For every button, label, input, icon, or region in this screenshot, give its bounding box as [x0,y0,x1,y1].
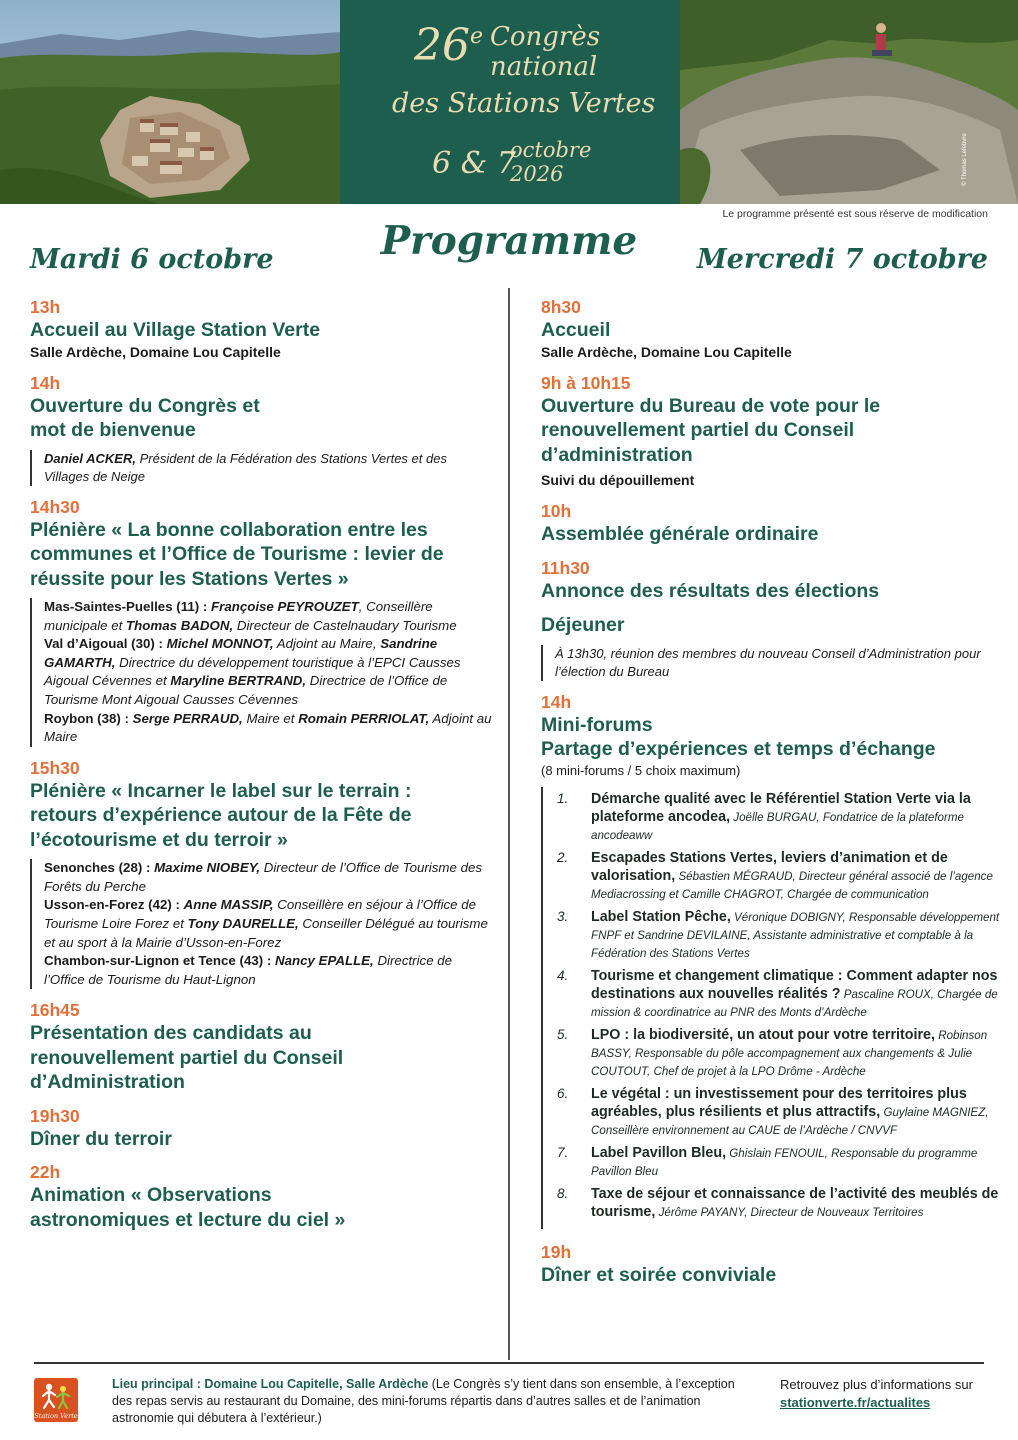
day1-heading: Mardi 6 octobre [30,244,274,275]
website-link[interactable]: stationverte.fr/actualites [780,1395,931,1410]
figures-icon [39,1382,73,1410]
dates-month: octobre [510,138,592,162]
schedule-item [541,1241,1001,1288]
miniforum-title: Label Pavillon Bleu, [591,1144,727,1161]
miniforums-list [541,787,1001,1229]
day1-schedule [30,296,492,1242]
list-item [557,967,1001,1021]
station-verte-logo [34,1378,78,1422]
schedule-item [30,496,492,747]
speaker-quote [30,450,492,486]
speakers-list [30,859,492,989]
speaker-role: Directrice de l’Office de Tourisme Mont Aigoual Causses Cévennes [44,673,448,707]
speaker-role: Adjoint au Maire [44,710,492,745]
item-time: 8h30 [541,297,581,317]
speaker-entry [44,896,492,952]
miniforum-speakers: Jérôme PAYANY, Directeur de Nouveaux Territoires [655,1205,924,1219]
miniforum-title: LPO : la biodiversité, un atout pour votre territoire, [591,1026,935,1043]
speaker-name: Maryline BERTRAND, [170,673,307,689]
item-title: Accueil [541,319,611,341]
schedule-item [541,691,1001,1229]
speaker-name: Maxime NIOBEY, [154,860,261,876]
title-line-1: Congrès [490,22,601,52]
speaker-name: Thomas BADON, [126,617,234,633]
speaker-name: Daniel ACKER, [44,450,136,466]
speaker-name: Tony DAURELLE, [187,916,299,932]
item-title: Ouverture du Congrès et mot de bienvenue [30,394,260,441]
miniforum-title: Tourisme et changement climatique : Comment adapter nos destinations aux nouvelles réalités ? [591,967,998,1002]
header-banner [0,0,1018,204]
miniforum-speakers: Joëlle BURGAU, Fondatrice de la plateforme ancodeaww [591,810,964,842]
schedule-item [30,757,492,990]
speaker-entry [44,598,492,635]
speaker-name: Michel MONNOT, [166,636,274,652]
village-landscape-photo [0,0,340,204]
venue-details: (Le Congrès s’y tient dans son ensemble, à l’exception des repas servis au restaurant du Domaine, des mini-forums répartis dans d’autres salles et de l’animation astronomie qui débutera à l’extérieur.) [112,1377,735,1425]
item-title: Plénière « La bonne collaboration entre les communes et l’Office de Tourisme : levier de réussite pour les Stations Vertes » [30,518,444,590]
item-location: Salle Ardèche, Domaine Lou Capitelle [541,343,792,360]
item-number: 6. [557,1085,569,1101]
item-number: 1. [557,790,569,806]
item-time: 11h30 [541,557,590,578]
schedule-item [30,999,492,1095]
item-time: 9h à 10h15 [541,372,631,393]
schedule-item [541,372,1001,491]
item-time: 14h30 [30,496,80,517]
speaker-place: Chambon-sur-Lignon et Tence (43) : [44,953,275,969]
item-title: Annonce des résultats des élections [541,579,880,602]
miniforum-title: Label Station Pêche, [591,908,731,925]
item-time: 10h [541,501,572,521]
speaker-name: Nancy EPALLE, [274,953,374,969]
item-number: 5. [557,1026,569,1042]
item-title: Accueil au Village Station Verte [30,319,321,341]
item-time: 22h [30,1162,61,1183]
schedule-item [30,1105,492,1152]
item-time: 15h30 [30,757,80,778]
more-info-text: Retrouvez plus d’informations sur [780,1377,973,1392]
miniforum-title: Taxe de séjour et connaissance de l’activité des meublés de tourisme, [591,1185,999,1220]
item-title: Ouverture du Bureau de vote pour le renouvellement partiel du Conseil d’administration [541,394,881,466]
logo-text: Station Verte [34,1412,78,1420]
item-title: Mini-forums [541,713,653,736]
item-time: 16h45 [30,1000,80,1021]
miniforum-speakers: Guylaine MAGNIEZ, Conseillère environnement au CAUE de l’Ardèche / CNVVF [591,1105,989,1137]
disclaimer-note: Le programme présenté est sous réserve de modification [722,208,988,220]
list-item [557,1144,1001,1180]
miniforum-speakers: Sébastien MÉGRAUD, Directeur général associé de l’agence Mediacrossing et Camille CHAGROT, Chargée de communication [591,869,993,901]
list-item [557,1026,1001,1080]
day2-schedule [541,296,1001,1297]
speaker-role: , Conseillère municipale et [44,599,433,633]
miniforum-speakers: Ghislain FENOUIL, Responsable du programme Pavillon Bleu [591,1146,978,1178]
item-title: Animation « Observations astronomiques et lecture du ciel » [30,1184,346,1231]
schedule-item [30,296,492,362]
edition-number: 26e [414,20,484,71]
speaker-name: Anne MASSIP, [183,897,274,913]
item-number: 7. [557,1144,569,1160]
speaker-name: Serge PERRAUD, [132,710,243,726]
speaker-role: Directeur de l’Office de Tourisme des Forêts du Perche [44,860,483,894]
schedule-item [541,613,1001,681]
miniforum-title: Escapades Stations Vertes, leviers d’animation et de valorisation, [591,849,948,884]
item-location: Salle Ardèche, Domaine Lou Capitelle [30,343,281,360]
speaker-role: Conseiller Délégué au tourisme et au sport à la Mairie d’Usson-en-Forez [44,916,488,950]
item-note: Suivi du dépouillement [541,472,695,488]
miniforum-speakers: Robinson BASSY, Responsable du pôle accompagnement aux changements & Julie COUTOUT, Chef de projet à la LPO Drôme - Ardèche [591,1028,988,1078]
speaker-name: Françoise PEYROUZET [211,599,359,614]
speaker-role: Conseillère en séjour à l’Office de Tourisme Loire Forez et [44,897,477,932]
venue-label: Lieu principal : Domaine Lou Capitelle, Salle Ardèche [112,1377,429,1391]
speaker-entry [44,635,492,709]
list-item [557,908,1001,962]
column-divider [508,288,510,1360]
item-time: 14h [30,372,61,393]
item-number: 8. [557,1185,569,1201]
footer-divider [34,1362,984,1364]
title-line-2: national [490,52,598,82]
speaker-place: Mas-Saintes-Puelles (11) : [44,599,212,614]
miniforum-speakers: Véronique DOBIGNY, Responsable développement FNPF et Sandrine DEVILAINE, Assistante administrative et comptable à la Fédération des Stations Vertes [591,910,1000,960]
speaker-place: Val d’Aigoual (30) : [44,636,167,652]
dates-days: 6 & 7 [432,146,516,181]
item-time: 19h [541,1241,572,1262]
miniforum-title: Démarche qualité avec le Référentiel Station Verte via la plateforme ancodea, [591,790,971,825]
miniforum-title: Le végétal : un investissement pour des territoires plus agréables, plus résilients et plus attractifs, [591,1085,967,1120]
list-item [557,1085,1001,1139]
item-title: Assemblée générale ordinaire [541,523,819,545]
speaker-role: Directrice de l’Office de Tourisme du Haut-Lignon [44,953,453,987]
photo-credit: © Thomas Lefebvre [962,133,968,186]
speaker-role: Adjoint au Maire, [273,636,381,652]
miniforum-speakers: Pascaline ROUX, Chargée de mission & coordinatrice au PNR des Monts d’Ardèche [591,987,998,1019]
schedule-item [541,500,1001,547]
speaker-role: Directrice du développement touristique à l’EPCI Causses Aigoual Cévennes et [44,654,461,689]
dates-year: 2026 [510,162,564,186]
congress-title-block [340,0,680,204]
schedule-item [541,557,1001,604]
speaker-role: Maire et [242,710,299,726]
speaker-name: Sandrine GAMARTH, [44,636,438,670]
list-item [557,1185,1001,1221]
page-title: Programme [380,218,638,264]
item-title: Dîner et soirée conviviale [541,1263,777,1286]
item-number: 3. [557,908,569,924]
title-line-3: des Stations Vertes [392,88,656,119]
venue-info [112,1376,752,1427]
list-item [557,790,1001,844]
speaker-role: Président de la Fédération des Stations Vertes et des Villages de Neige [44,450,447,484]
speaker-entry [44,952,492,989]
speaker-place: Senonches (28) : [44,860,155,876]
speaker-name: Romain PERRIOLAT, [298,710,430,726]
speaker-entry [44,859,492,896]
item-number: 2. [557,849,569,865]
speaker-entry [44,710,492,747]
schedule-item [30,372,492,486]
day2-heading: Mercredi 7 octobre [696,244,988,275]
item-note: (8 mini-forums / 5 choix maximum) [541,762,741,778]
item-title: Dîner du terroir [30,1127,172,1150]
item-title: Déjeuner [541,614,625,636]
item-number: 4. [557,967,569,983]
schedule-item [541,296,1001,362]
item-title: Présentation des candidats au renouvellement partiel du Conseil d’Administration [30,1022,344,1094]
schedule-item [30,1161,492,1232]
speaker-place: Usson-en-Forez (42) : [44,897,184,913]
item-time: 19h30 [30,1105,80,1126]
list-item [557,849,1001,903]
item-title: Plénière « Incarner le label sur le terrain : retours d’expérience autour de la Fête de l’écotourisme et du terroir » [30,779,412,851]
speaker-place: Roybon (38) : [44,710,133,726]
more-info [780,1376,1000,1412]
item-note: À 13h30, réunion des membres du nouveau Conseil d’Administration pour l’élection du Bureau [541,645,1001,681]
item-subtitle: Partage d’expériences et temps d’échange [541,738,936,760]
speaker-role: Directeur de Castelnaudary Tourisme [233,617,457,633]
item-time: 13h [30,297,61,317]
item-time: 14h [541,691,572,712]
speakers-list [30,598,492,747]
